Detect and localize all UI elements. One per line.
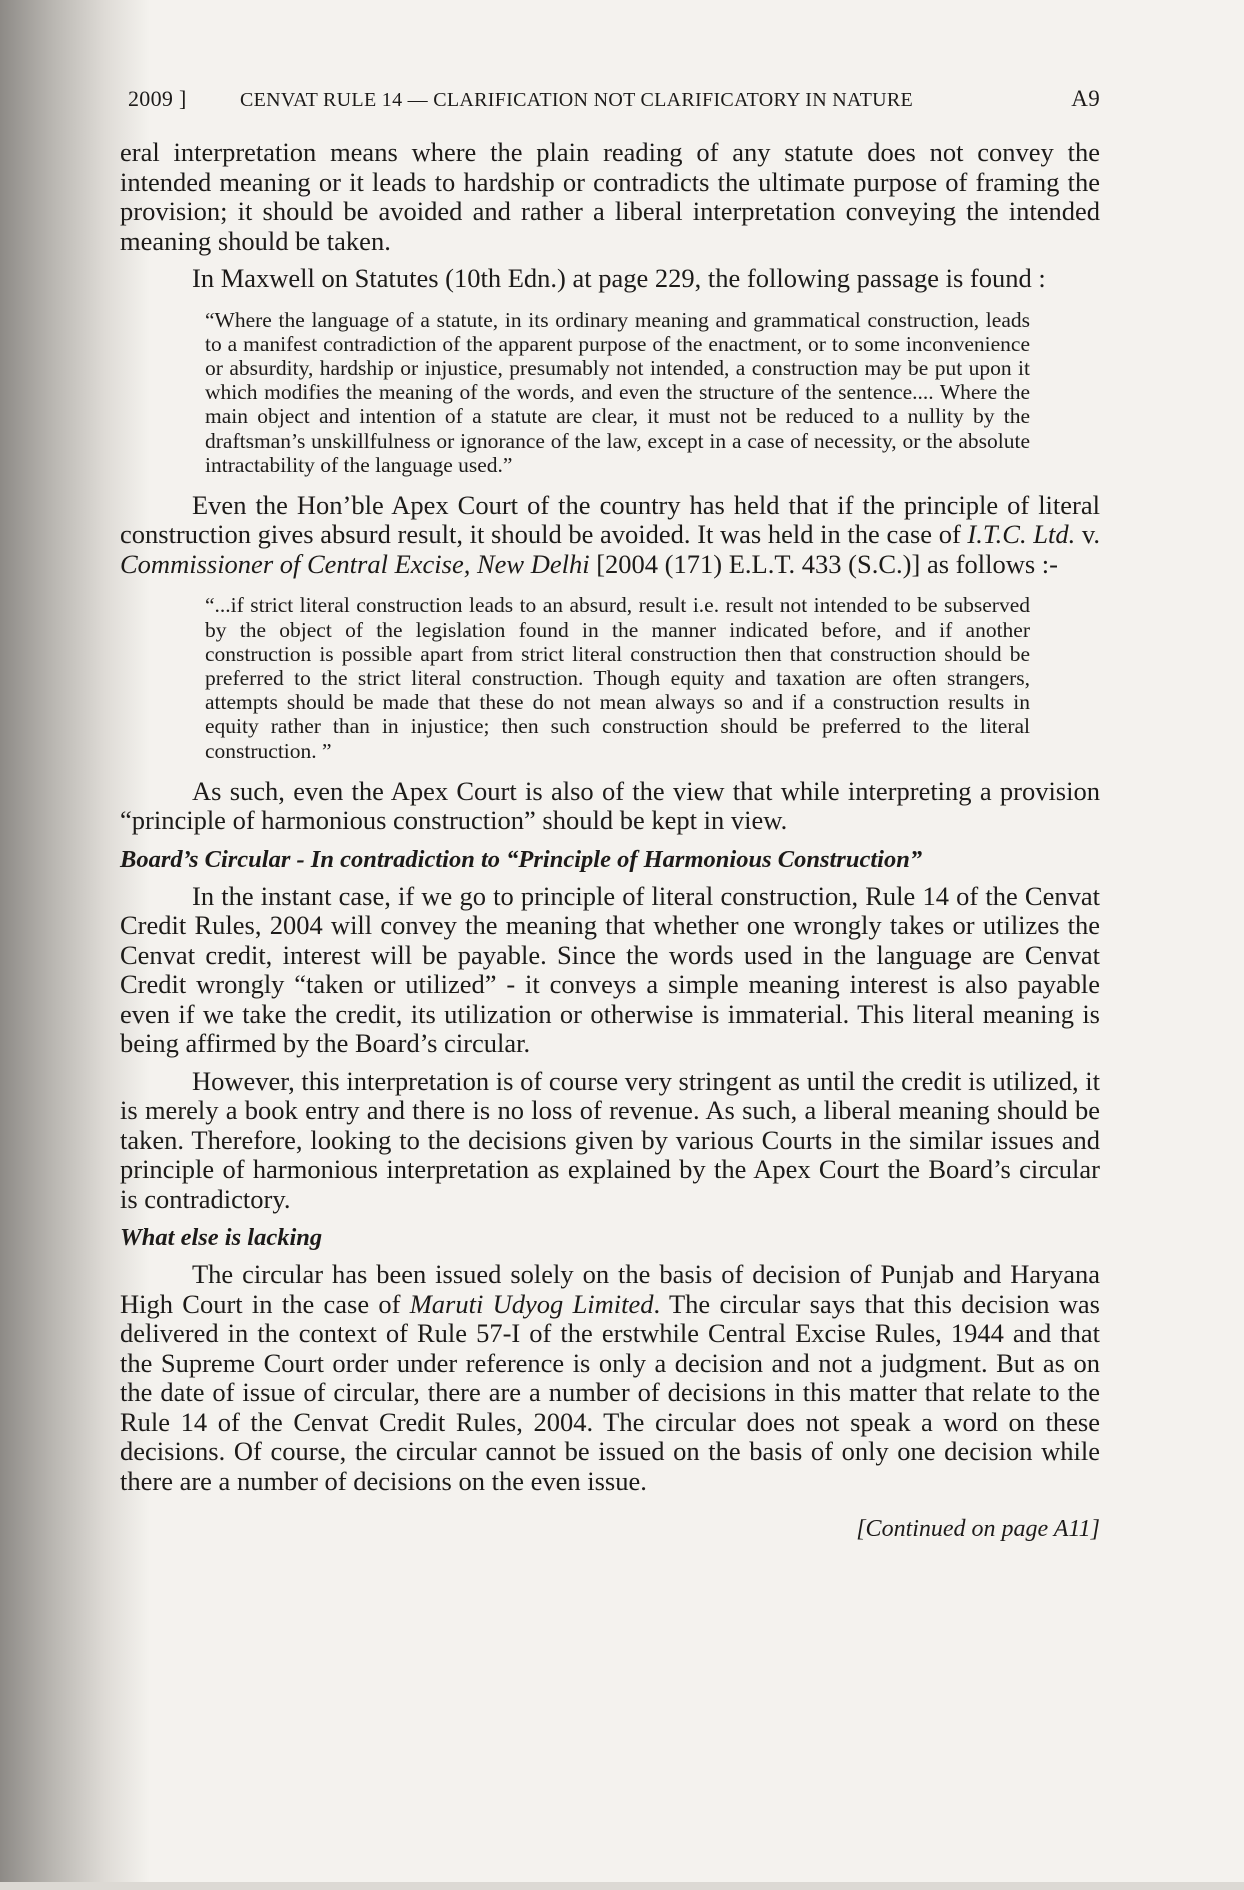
paragraph-7-text-b: . The circular says that this decision was delivered in the context of Rule 57-I of the erstwhile Central Excise Rules, 1944 and that the Supreme Court order under reference is only a decision and not a judgment. But as on the date of issue of circular, there are a number of decisions in this matter that relate to the Rule 14 of the Cenvat Credit Rules, 2004. The circular does not speak a word on these decisions. Of course, the circular cannot be issued on the basis of only one decision while there are a number of decisions on the even issue. (120, 1288, 1100, 1496)
continued-note: [Continued on page A11] (856, 1516, 1100, 1543)
block-quote-maxwell: “Where the language of a statute, in its ordinary meaning and grammatical construction, leads to a manifest contradiction of the apparent purpose of the enactment, or to some inconvenience or absurdity, hardship or injustice, presumably not intended, a construction may be put upon it which modifies the meaning of the words, and even the structure of the sentence.... Where the main object and intention of a statute are clear, it must not be reduced to a nullity by the draftsman’s unskillfulness or ignorance of the law, except in a case of necessity, or the absolute intractability of the language used.” (205, 307, 1030, 477)
case-name-commissioner: Commissioner of Central Excise, New Delhi (120, 548, 590, 579)
paragraph-6: However, this interpretation is of course very stringent as until the credit is utilized, it is merely a book entry and there is no loss of revenue. As such, a liberal meaning should be taken. Therefore, looking to the decisions given by various Courts in the similar issues and principle of harmonious interpretation as explained by the Apex Court the Board’s circular is contradictory. (120, 1065, 1100, 1214)
paragraph-7-text-a: The circular has been issued solely on the basis of decision of Punjab and Haryana High Court in the case of (120, 1259, 1100, 1319)
header-title: CENVAT RULE 14 — CLARIFICATION NOT CLARIFICATORY IN NATURE (240, 89, 913, 111)
paragraph-2: In Maxwell on Statutes (10th Edn.) at page 229, the following passage is found : (192, 263, 1046, 293)
section-heading-boards-circular: Board’s Circular - In contradiction to “Principle of Harmonious Construction” (120, 845, 923, 873)
paragraph-5: In the instant case, if we go to principle of literal construction, Rule 14 of the Cenvat Credit Rules, 2004 will convey the meaning that whether one wrongly takes or utilizes the Cenvat credit, interest will be payable. Since the words used in the language are Cenvat Credit wrongly “taken or utilized” - it conveys a simple meaning interest is also payable even if we take the credit, its utilization or otherwise is immaterial. This literal meaning is being affirmed by the Board’s circular. (120, 880, 1100, 1059)
running-header (120, 86, 1100, 112)
paragraph-4: As such, even the Apex Court is also of the view that while interpreting a provision “principle of harmonious construction” should be kept in view. (120, 775, 1100, 836)
case-name-maruti: Maruti Udyog Limited (409, 1288, 654, 1319)
paragraph-7 (120, 1260, 1100, 1496)
block-quote-apex-court: “...if strict literal construction leads to an absurd, result i.e. result not intended to be subserved by the object of the legislation found in the manner indicated before, and if another construction is possible apart from strict literal construction then that construction should be preferred to the strict literal construction. Though equity and taxation are often strangers, attempts should be made that these do not mean always so and if a construction results in equity rather than in injustice; then such construction should be preferred to the literal construction. ” (205, 593, 1030, 763)
paragraph-3-text-b: [2004 (171) E.L.T. 433 (S.C.)] as follows :- (589, 548, 1058, 579)
paragraph-3-text-a: Even the Hon’ble Apex Court of the country has held that if the principle of literal construction gives absurd result, it should be avoided. It was held in the case of (120, 489, 1100, 550)
section-heading-what-else: What else is lacking (120, 1224, 323, 1252)
header-year: 2009 ] (128, 86, 187, 111)
case-name-itc: I.T.C. Ltd. (967, 519, 1076, 550)
page-bottom-edge (0, 1882, 1244, 1890)
paragraph-3 (120, 491, 1100, 580)
page-number: A9 (1071, 86, 1100, 111)
document-page (120, 86, 1100, 1543)
paragraph-1: eral interpretation means where the plain reading of any statute does not convey the intended meaning or it leads to hardship or contradicts the ultimate purpose of framing the provision; it should be avoided and rather a liberal interpretation conveying the intended meaning should be taken. (120, 137, 1100, 256)
paragraph-3-versus: v. (1075, 519, 1101, 550)
